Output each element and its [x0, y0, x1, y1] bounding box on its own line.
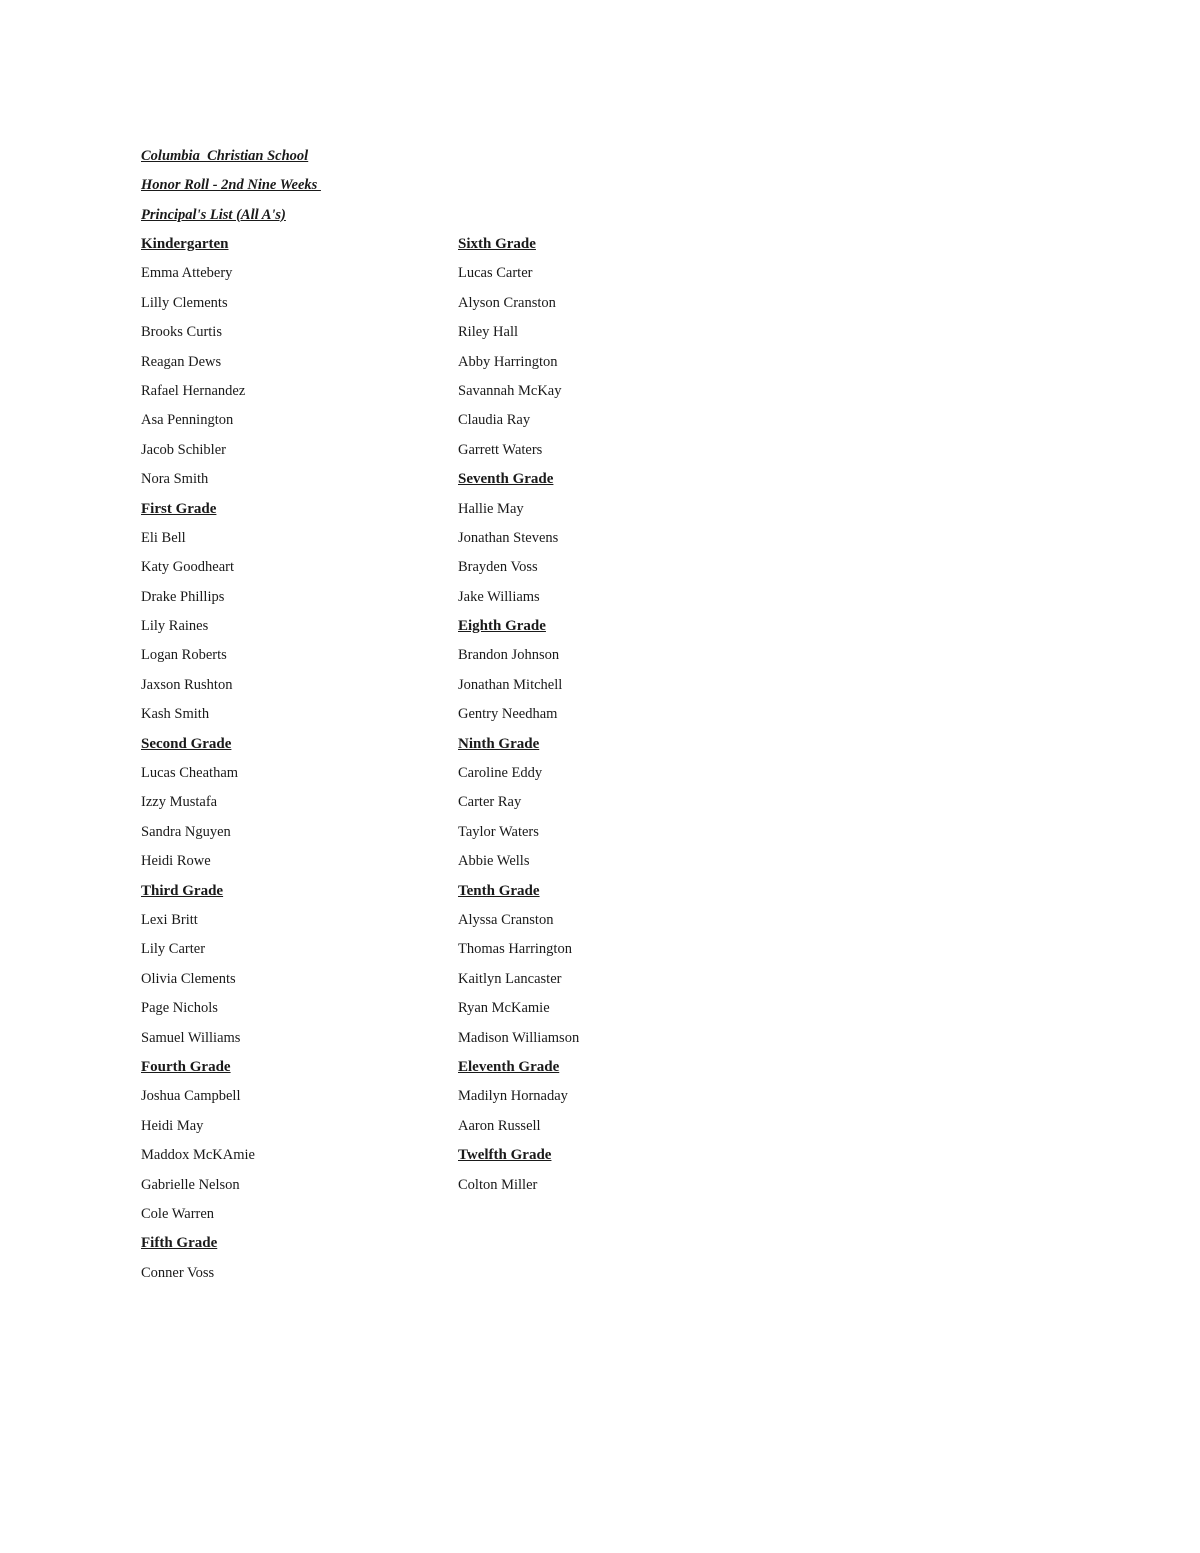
student-name: Hallie May — [458, 500, 524, 517]
student-name: Emma Attebery — [141, 265, 233, 282]
student-name: Colton Miller — [458, 1176, 538, 1193]
student-name: Garrett Waters — [458, 441, 543, 458]
honor-roll-title: Honor Roll - 2nd Nine Weeks — [141, 177, 321, 194]
student-name: Lilly Clements — [141, 294, 228, 311]
student-name: Sandra Nguyen — [141, 823, 231, 840]
student-name: Maddox McKAmie — [141, 1147, 255, 1164]
student-name: Olivia Clements — [141, 970, 236, 987]
student-name: Madison Williamson — [458, 1029, 580, 1046]
student-name: Jaxson Rushton — [141, 676, 233, 693]
student-name: Jake Williams — [458, 588, 540, 605]
principals-list-title: Principal's List (All A's) — [141, 206, 286, 223]
student-name: Cole Warren — [141, 1205, 215, 1222]
student-name: Eli Bell — [141, 529, 186, 546]
student-name: Conner Voss — [141, 1264, 215, 1281]
student-name: Lexi Britt — [141, 911, 198, 928]
student-name: Gentry Needham — [458, 706, 558, 723]
student-name: Madilyn Hornaday — [458, 1088, 568, 1105]
student-name: Katy Goodheart — [141, 559, 235, 576]
student-name: Logan Roberts — [141, 647, 227, 664]
student-name: Drake Phillips — [141, 588, 225, 605]
student-name: Aaron Russell — [458, 1117, 541, 1134]
student-name: Joshua Campbell — [141, 1088, 241, 1105]
school-name: Columbia Christian School — [141, 148, 309, 164]
student-name: Brandon Johnson — [458, 647, 560, 664]
student-name: Page Nichols — [141, 1000, 218, 1017]
grade-heading: First Grade — [141, 500, 217, 517]
student-name: Jacob Schibler — [141, 441, 226, 458]
student-name: Abbie Wells — [458, 853, 530, 870]
grade-heading: Third Grade — [141, 882, 224, 899]
grade-heading: Twelfth Grade — [458, 1147, 552, 1164]
student-name: Lucas Cheatham — [141, 765, 239, 782]
student-name: Izzy Mustafa — [141, 794, 218, 811]
student-name: Taylor Waters — [458, 823, 539, 840]
grade-heading: Eleventh Grade — [458, 1058, 560, 1075]
right-column — [458, 233, 579, 1203]
student-name: Claudia Ray — [458, 412, 531, 429]
student-name: Lily Raines — [141, 618, 209, 635]
student-name: Carter Ray — [458, 794, 522, 811]
left-column — [141, 233, 255, 1291]
student-name: Reagan Dews — [141, 353, 222, 370]
student-name: Jonathan Stevens — [458, 529, 559, 546]
student-name: Brayden Voss — [458, 559, 538, 576]
student-name: Abby Harrington — [458, 353, 558, 370]
student-name: Heidi May — [141, 1117, 204, 1134]
student-name: Ryan McKamie — [458, 1000, 550, 1017]
grade-heading: Ninth Grade — [458, 735, 540, 752]
student-name: Rafael Hernandez — [141, 382, 246, 399]
grade-heading: Seventh Grade — [458, 471, 554, 488]
student-name: Brooks Curtis — [141, 324, 222, 341]
student-name: Samuel Williams — [141, 1029, 241, 1046]
grade-heading: Fifth Grade — [141, 1235, 218, 1252]
student-name: Thomas Harrington — [458, 941, 572, 958]
student-name: Kash Smith — [141, 706, 210, 723]
student-name: Nora Smith — [141, 471, 209, 488]
student-name: Jonathan Mitchell — [458, 676, 563, 693]
grade-heading: Sixth Grade — [458, 236, 536, 252]
grade-heading: Eighth Grade — [458, 618, 546, 635]
document-header — [141, 145, 321, 233]
student-name: Gabrielle Nelson — [141, 1176, 240, 1193]
student-name: Alyson Cranston — [458, 294, 556, 311]
grade-heading: Fourth Grade — [141, 1058, 231, 1075]
student-name: Savannah McKay — [458, 382, 562, 399]
student-name: Lucas Carter — [458, 265, 533, 282]
grade-heading: Second Grade — [141, 735, 232, 752]
student-name: Lily Carter — [141, 941, 206, 958]
student-name: Heidi Rowe — [141, 853, 211, 870]
student-name: Riley Hall — [458, 324, 519, 341]
grade-heading: Tenth Grade — [458, 882, 540, 899]
student-name: Asa Pennington — [141, 412, 234, 429]
student-name: Caroline Eddy — [458, 765, 543, 782]
student-name: Alyssa Cranston — [458, 911, 554, 928]
student-name: Kaitlyn Lancaster — [458, 970, 562, 987]
grade-heading: Kindergarten — [141, 236, 229, 252]
